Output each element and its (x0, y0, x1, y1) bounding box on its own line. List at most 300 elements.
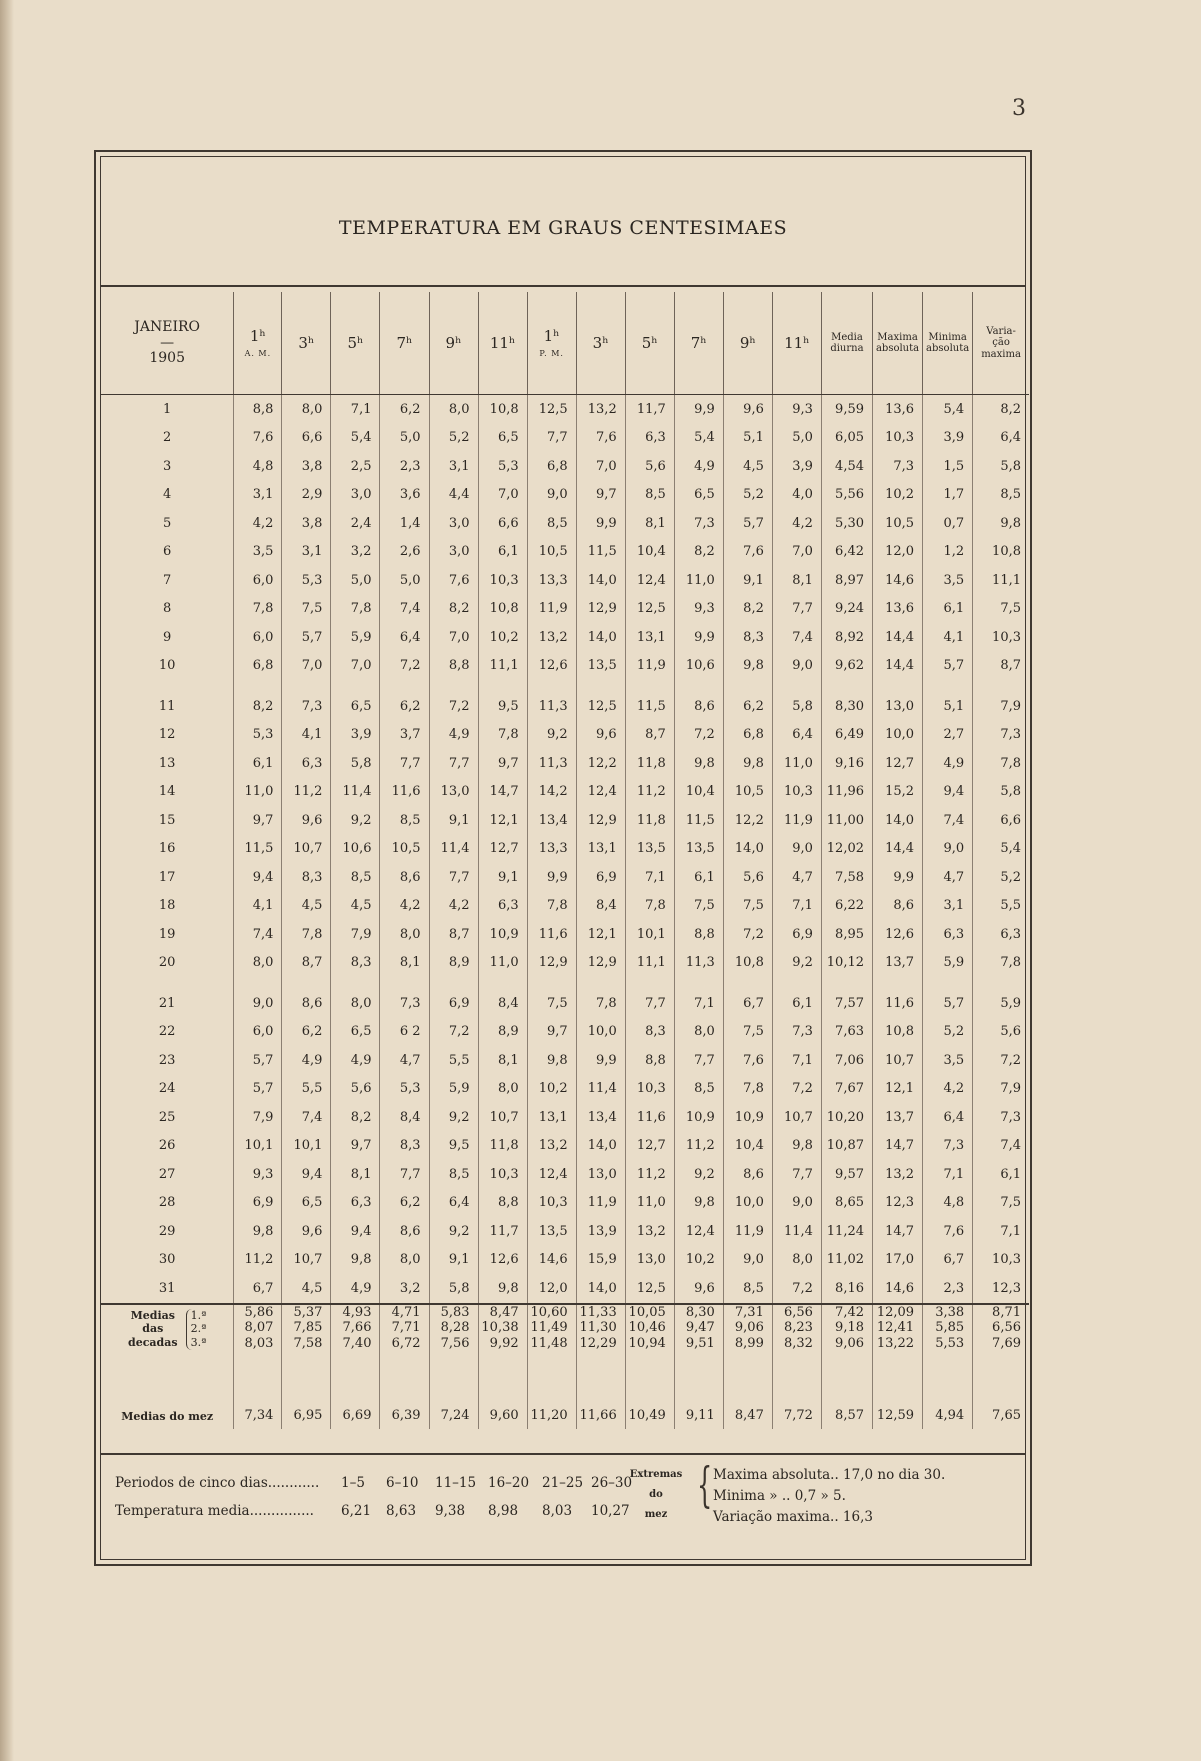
day-cell: 2 (163, 430, 172, 446)
value-cell: 8,8 (478, 1189, 527, 1218)
value-cell: 11,7 (478, 1217, 527, 1246)
decade-mean-value: 4,71 (391, 1304, 421, 1320)
table-row (101, 835, 1029, 864)
decade-mean-value: 8,71 (992, 1304, 1021, 1320)
value-cell: 7,57 (821, 977, 872, 1018)
value-cell: 11,1 (973, 566, 1029, 595)
maxima-header (873, 292, 923, 395)
value-cell: 4,5 (282, 1274, 331, 1304)
value-cell: 9,0 (772, 835, 821, 864)
value-cell: 5,5 (973, 892, 1029, 921)
value-cell: 11,9 (527, 595, 576, 624)
decade-mean-value: 7,56 (440, 1335, 470, 1351)
table-row (101, 566, 1029, 595)
table-row (101, 806, 1029, 835)
value-cell: 7,4 (973, 1132, 1029, 1161)
value-cell: 10,8 (723, 949, 772, 978)
decade-means-cell (625, 1304, 674, 1377)
value-cell: 13,5 (674, 835, 723, 864)
extremes-brace: { (697, 1457, 713, 1513)
extreme-min: Minima » .. 0,7 » 5. (713, 1487, 846, 1504)
table-row (101, 1246, 1029, 1275)
value-cell: 7,8 (234, 595, 282, 624)
value-cell: 2,7 (923, 721, 973, 750)
value-cell: 14,0 (873, 806, 923, 835)
maxima-label-1: Maxima (877, 331, 918, 343)
value-cell: 8,3 (331, 949, 380, 978)
value-cell: 5,1 (923, 680, 973, 721)
value-cell: 9,62 (821, 652, 872, 681)
day-cell: 14 (158, 784, 176, 800)
value-cell: 11,7 (625, 395, 674, 424)
month-mean-cell: 6,39 (380, 1377, 429, 1429)
table-row (101, 538, 1029, 567)
value-cell: 12,2 (576, 749, 625, 778)
value-cell: 8,6 (873, 892, 923, 921)
value-cell: 7,0 (772, 538, 821, 567)
value-cell: 11,6 (625, 1103, 674, 1132)
day-cell: 29 (158, 1223, 176, 1239)
value-cell: 1,7 (923, 481, 973, 510)
value-cell: 7,8 (527, 892, 576, 921)
value-cell: 5,9 (923, 949, 973, 978)
table-body (101, 395, 1029, 1429)
value-cell: 8,0 (380, 1246, 429, 1275)
value-cell: 8,5 (674, 1075, 723, 1104)
month-mean-cell: 9,11 (674, 1377, 723, 1429)
value-cell: 8,6 (282, 977, 331, 1018)
value-cell: 7,7 (380, 1160, 429, 1189)
value-cell: 13,2 (625, 1217, 674, 1246)
value-cell: 4,9 (674, 452, 723, 481)
decade-mean-value: 12,09 (876, 1304, 915, 1320)
hour-label: 7ʰ (396, 333, 413, 352)
value-cell: 1,5 (923, 452, 973, 481)
value-cell: 6,5 (674, 481, 723, 510)
value-cell: 9,0 (772, 652, 821, 681)
table-frame-inner (100, 156, 1026, 1560)
value-cell: 7,0 (576, 452, 625, 481)
value-cell: 13,0 (873, 680, 923, 721)
value-cell: 12,5 (527, 395, 576, 424)
value-cell: 4,2 (380, 892, 429, 921)
decade-mean-value: 9,47 (685, 1320, 715, 1336)
hour-header (380, 292, 429, 395)
value-cell: 5,7 (282, 623, 331, 652)
value-cell: 5,0 (331, 566, 380, 595)
value-cell: 7,3 (923, 1132, 973, 1161)
value-cell: 4,7 (923, 863, 973, 892)
value-cell: 10,0 (873, 721, 923, 750)
table-row (101, 1075, 1029, 1104)
day-cell: 26 (158, 1138, 176, 1154)
day-cell: 18 (158, 898, 176, 914)
value-cell: 5,3 (234, 721, 282, 750)
value-cell: 5,1 (723, 424, 772, 453)
value-cell: 4,1 (234, 892, 282, 921)
value-cell: 14,6 (527, 1246, 576, 1275)
month-mean-cell: 7,24 (429, 1377, 478, 1429)
value-cell: 9,8 (723, 652, 772, 681)
value-cell: 6,1 (772, 977, 821, 1018)
value-cell: 8,7 (625, 721, 674, 750)
value-cell: 8,0 (234, 949, 282, 978)
value-cell: 6,9 (772, 920, 821, 949)
value-cell: 7,6 (429, 566, 478, 595)
value-cell: 8,6 (380, 863, 429, 892)
table-row (101, 892, 1029, 921)
value-cell: 7,2 (429, 1018, 478, 1047)
decade-ordinal: 2.ª (190, 1322, 207, 1336)
value-cell: 8,0 (380, 920, 429, 949)
value-cell: 11,0 (772, 749, 821, 778)
value-cell: 5,9 (331, 623, 380, 652)
value-cell: 7,3 (674, 509, 723, 538)
value-cell: 9,8 (674, 1189, 723, 1218)
value-cell: 10,4 (723, 1132, 772, 1161)
value-cell: 11,4 (576, 1075, 625, 1104)
value-cell: 2,4 (331, 509, 380, 538)
value-cell: 6,49 (821, 721, 872, 750)
value-cell: 6,1 (973, 1160, 1029, 1189)
value-cell: 12,1 (478, 806, 527, 835)
corner-dash: — (160, 334, 175, 351)
value-cell: 12,02 (821, 835, 872, 864)
month-mean-cell: 4,94 (923, 1377, 973, 1429)
period-range: 21–25 (542, 1475, 584, 1491)
period-temperature: 10,27 (591, 1503, 630, 1519)
value-cell: 8,5 (973, 481, 1029, 510)
value-cell: 8,0 (674, 1018, 723, 1047)
value-cell: 10,8 (973, 538, 1029, 567)
table-row (101, 949, 1029, 978)
value-cell: 9,7 (478, 749, 527, 778)
value-cell: 7,2 (772, 1075, 821, 1104)
value-cell: 9,2 (674, 1160, 723, 1189)
value-cell: 13,1 (625, 623, 674, 652)
maxima-label-2: absoluta (875, 343, 920, 354)
value-cell: 13,0 (576, 1160, 625, 1189)
value-cell: 7,8 (576, 977, 625, 1018)
value-cell: 5,4 (331, 424, 380, 453)
value-cell: 2,5 (331, 452, 380, 481)
table-row (101, 1103, 1029, 1132)
minima-label-2: absoluta (926, 343, 970, 354)
value-cell: 3,5 (923, 1046, 973, 1075)
decade-means-cell (772, 1304, 821, 1377)
value-cell: 12,7 (625, 1132, 674, 1161)
value-cell: 8,8 (674, 920, 723, 949)
value-cell: 13,0 (429, 778, 478, 807)
value-cell: 7,2 (723, 920, 772, 949)
value-cell: 0,7 (923, 509, 973, 538)
value-cell: 9,8 (478, 1274, 527, 1304)
value-cell: 9,3 (674, 595, 723, 624)
value-cell: 9,4 (331, 1217, 380, 1246)
decade-mean-value: 7,71 (391, 1320, 421, 1336)
value-cell: 6,2 (282, 1018, 331, 1047)
decade-means-label-part: decadas (128, 1336, 178, 1349)
hour-label: 11ʰ (489, 333, 516, 352)
decade-mean-value: 12,41 (876, 1320, 915, 1336)
value-cell: 12,4 (625, 566, 674, 595)
value-cell: 11,4 (772, 1217, 821, 1246)
value-cell: 8,9 (478, 1018, 527, 1047)
value-cell: 10,0 (576, 1018, 625, 1047)
value-cell: 11,0 (625, 1189, 674, 1218)
hour-header (625, 292, 674, 395)
value-cell: 9,2 (429, 1103, 478, 1132)
value-cell: 7,6 (234, 424, 282, 453)
decade-mean-value: 7,85 (293, 1320, 323, 1336)
value-cell: 12,7 (873, 749, 923, 778)
value-cell: 7,5 (282, 595, 331, 624)
value-cell: 7,7 (625, 977, 674, 1018)
extremes-label-3: mez (644, 1509, 668, 1520)
value-cell: 3,1 (923, 892, 973, 921)
value-cell: 7,3 (772, 1018, 821, 1047)
value-cell: 5,6 (331, 1075, 380, 1104)
value-cell: 8,2 (429, 595, 478, 624)
value-cell: 7,2 (772, 1274, 821, 1304)
value-cell: 6,7 (923, 1246, 973, 1275)
value-cell: 8,97 (821, 566, 872, 595)
value-cell: 6,6 (478, 509, 527, 538)
value-cell: 10,3 (772, 778, 821, 807)
value-cell: 13,3 (527, 566, 576, 595)
value-cell: 12,1 (873, 1075, 923, 1104)
value-cell: 5,7 (723, 509, 772, 538)
hour-header (527, 292, 576, 395)
day-cell: 5 (163, 515, 172, 531)
decade-mean-value: 11,49 (530, 1320, 568, 1336)
value-cell: 6,8 (723, 721, 772, 750)
value-cell: 2,3 (923, 1274, 973, 1304)
table-row (101, 977, 1029, 1018)
table-row (101, 509, 1029, 538)
value-cell: 3,8 (282, 452, 331, 481)
value-cell: 7,8 (282, 920, 331, 949)
value-cell: 10,2 (478, 623, 527, 652)
value-cell: 11,5 (674, 806, 723, 835)
value-cell: 13,3 (527, 835, 576, 864)
decade-mean-value: 9,06 (835, 1335, 864, 1351)
value-cell: 4,9 (282, 1046, 331, 1075)
month-mean-cell: 7,65 (973, 1377, 1029, 1429)
value-cell: 9,7 (527, 1018, 576, 1047)
value-cell: 13,9 (576, 1217, 625, 1246)
hour-header (772, 292, 821, 395)
day-cell: 17 (158, 869, 176, 885)
value-cell: 7,9 (331, 920, 380, 949)
value-cell: 4,9 (923, 749, 973, 778)
value-cell: 11,1 (625, 949, 674, 978)
hour-label: 5ʰ (641, 333, 658, 352)
table-row (101, 424, 1029, 453)
value-cell: 13,4 (527, 806, 576, 835)
value-cell: 11,1 (478, 652, 527, 681)
value-cell: 6,42 (821, 538, 872, 567)
value-cell: 9,16 (821, 749, 872, 778)
day-cell: 31 (158, 1280, 176, 1296)
value-cell: 7,63 (821, 1018, 872, 1047)
value-cell: 9,7 (331, 1132, 380, 1161)
day-cell: 8 (163, 601, 172, 617)
value-cell: 8,5 (429, 1160, 478, 1189)
value-cell: 10,5 (873, 509, 923, 538)
decade-means-cell (234, 1304, 282, 1377)
value-cell: 5,2 (923, 1018, 973, 1047)
value-cell: 8,2 (973, 395, 1029, 424)
table-row (101, 595, 1029, 624)
value-cell: 11,2 (674, 1132, 723, 1161)
value-cell: 8,4 (576, 892, 625, 921)
value-cell: 5,8 (429, 1274, 478, 1304)
value-cell: 8,5 (723, 1274, 772, 1304)
hour-label: 11ʰ (784, 333, 810, 352)
value-cell: 6,3 (331, 1189, 380, 1218)
value-cell: 9,9 (576, 1046, 625, 1075)
value-cell: 7,9 (973, 680, 1029, 721)
value-cell: 8,2 (331, 1103, 380, 1132)
title-rule (101, 285, 1025, 287)
value-cell: 14,7 (873, 1132, 923, 1161)
decade-mean-value: 13,22 (876, 1335, 915, 1351)
value-cell: 12,9 (576, 595, 625, 624)
day-cell: 7 (163, 572, 172, 588)
value-cell: 5,7 (923, 652, 973, 681)
decade-mean-value: 7,40 (342, 1335, 372, 1351)
value-cell: 8,65 (821, 1189, 872, 1218)
decade-mean-value: 6,56 (992, 1320, 1021, 1336)
decade-mean-value: 9,06 (734, 1320, 764, 1336)
value-cell: 5,6 (723, 863, 772, 892)
value-cell: 8,3 (625, 1018, 674, 1047)
month-mean-cell: 6,69 (331, 1377, 380, 1429)
value-cell: 3,0 (331, 481, 380, 510)
value-cell: 4,9 (331, 1046, 380, 1075)
value-cell: 13,2 (576, 395, 625, 424)
decade-mean-value: 12,29 (579, 1335, 617, 1351)
value-cell: 15,2 (873, 778, 923, 807)
value-cell: 13,6 (873, 395, 923, 424)
value-cell: 9,2 (429, 1217, 478, 1246)
value-cell: 4,5 (282, 892, 331, 921)
value-cell: 7,6 (723, 538, 772, 567)
value-cell: 13,0 (625, 1246, 674, 1275)
value-cell: 9,9 (527, 863, 576, 892)
value-cell: 10,7 (772, 1103, 821, 1132)
value-cell: 7,0 (429, 623, 478, 652)
value-cell: 6,1 (234, 749, 282, 778)
value-cell: 9,9 (674, 395, 723, 424)
value-cell: 9,8 (674, 749, 723, 778)
value-cell: 14,0 (576, 623, 625, 652)
value-cell: 8,6 (674, 680, 723, 721)
value-cell: 8,0 (331, 977, 380, 1018)
value-cell: 10,87 (821, 1132, 872, 1161)
value-cell: 8,3 (380, 1132, 429, 1161)
value-cell: 8,1 (380, 949, 429, 978)
decade-means-cell (674, 1304, 723, 1377)
value-cell: 8,0 (282, 395, 331, 424)
value-cell: 14,7 (873, 1217, 923, 1246)
value-cell: 11,96 (821, 778, 872, 807)
hour-header (282, 292, 331, 395)
value-cell: 7,4 (380, 595, 429, 624)
variacao-label-1: Varia- (986, 325, 1016, 337)
table-row (101, 1160, 1029, 1189)
day-cell: 20 (158, 955, 176, 971)
value-cell: 11,02 (821, 1246, 872, 1275)
value-cell: 5,0 (380, 566, 429, 595)
decade-mean-value: 7,66 (342, 1320, 372, 1336)
decade-mean-value: 6,56 (783, 1304, 813, 1320)
value-cell: 8,0 (772, 1246, 821, 1275)
month-means-row (101, 1377, 1029, 1429)
decade-mean-value: 3,38 (935, 1304, 965, 1320)
value-cell: 9,4 (923, 778, 973, 807)
decade-means-cell (527, 1304, 576, 1377)
value-cell: 6,6 (282, 424, 331, 453)
decade-means-cell (380, 1304, 429, 1377)
decade-means-row (101, 1304, 1029, 1377)
value-cell: 11,8 (625, 806, 674, 835)
decade-mean-value: 5,85 (935, 1320, 965, 1336)
value-cell: 5,2 (973, 863, 1029, 892)
value-cell: 6,2 (380, 1189, 429, 1218)
value-cell: 8,0 (478, 1075, 527, 1104)
hour-header (576, 292, 625, 395)
value-cell: 13,2 (527, 1132, 576, 1161)
day-cell: 21 (158, 995, 176, 1011)
value-cell: 8,2 (234, 680, 282, 721)
value-cell: 7,1 (923, 1160, 973, 1189)
value-cell: 9,0 (527, 481, 576, 510)
value-cell: 11,6 (380, 778, 429, 807)
value-cell: 9,0 (772, 1189, 821, 1218)
day-cell: 16 (158, 841, 176, 857)
table-row (101, 1274, 1029, 1304)
value-cell: 10,4 (625, 538, 674, 567)
value-cell: 7,3 (380, 977, 429, 1018)
value-cell: 12,7 (478, 835, 527, 864)
value-cell: 7,3 (282, 680, 331, 721)
value-cell: 11,3 (674, 949, 723, 978)
value-cell: 3,9 (923, 424, 973, 453)
day-cell: 22 (158, 1024, 176, 1040)
value-cell: 6,1 (674, 863, 723, 892)
page-title: TEMPERATURA EM GRAUS CENTESIMAES (338, 217, 788, 239)
value-cell: 1,4 (380, 509, 429, 538)
value-cell: 4,54 (821, 452, 872, 481)
corner-year: 1905 (149, 350, 185, 367)
value-cell: 13,1 (576, 835, 625, 864)
value-cell: 12,4 (527, 1160, 576, 1189)
decade-mean-value: 10,60 (530, 1304, 568, 1320)
value-cell: 7,7 (772, 1160, 821, 1189)
value-cell: 3,1 (282, 538, 331, 567)
value-cell: 8,6 (723, 1160, 772, 1189)
value-cell: 8,8 (625, 1046, 674, 1075)
periods-label: Periodos de cinco dias............ (115, 1475, 320, 1491)
table-row (101, 778, 1029, 807)
day-cell: 4 (163, 487, 172, 503)
value-cell: 8,2 (674, 538, 723, 567)
day-cell: 9 (163, 629, 172, 645)
value-cell: 9,5 (478, 680, 527, 721)
value-cell: 7,5 (723, 1018, 772, 1047)
